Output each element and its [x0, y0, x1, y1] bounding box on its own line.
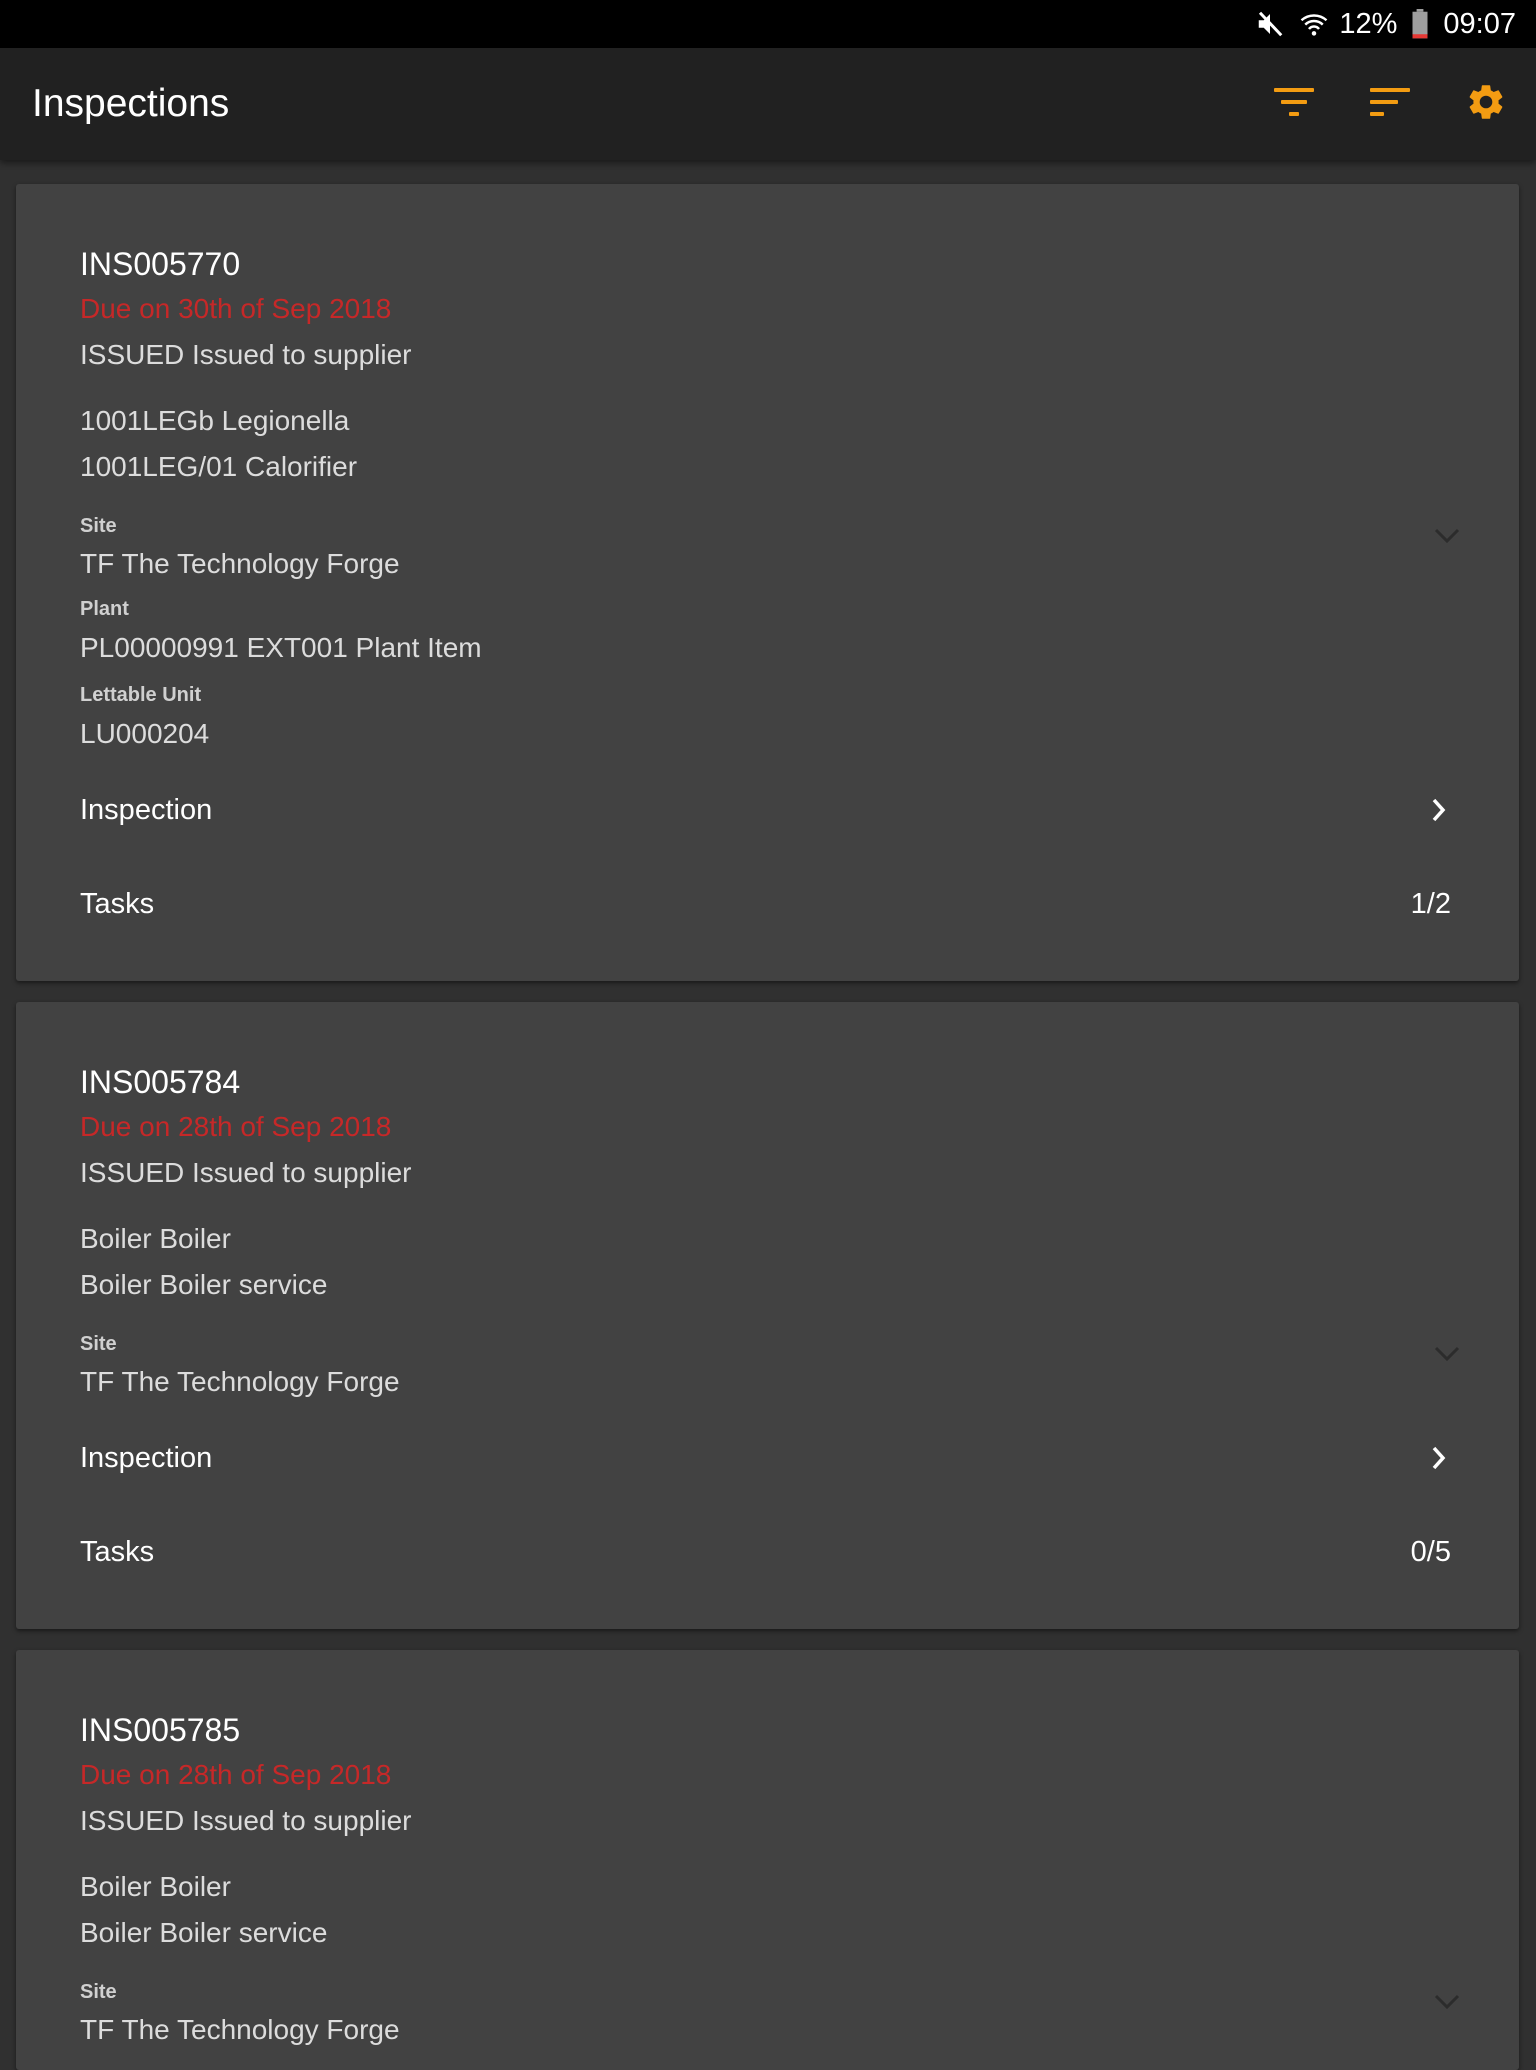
tasks-label: Tasks	[80, 1536, 155, 1568]
tasks-label: Tasks	[80, 888, 155, 920]
inspection-asset: Boiler Boiler service	[80, 1269, 328, 1300]
inspection-card[interactable]	[16, 184, 1519, 981]
chevron-down-icon	[1433, 1993, 1461, 2016]
inspection-link-label: Inspection	[80, 1442, 213, 1474]
inspection-link-label: Inspection	[80, 794, 213, 826]
inspection-type: Boiler Boiler	[80, 1223, 231, 1254]
wifi-icon	[1299, 9, 1329, 39]
site-label: Site	[80, 1981, 117, 2003]
tasks-row[interactable]	[16, 1512, 1519, 1592]
inspection-type: Boiler Boiler	[80, 1871, 231, 1902]
inspection-type: 1001LEGb Legionella	[80, 405, 350, 436]
mute-icon	[1255, 9, 1285, 39]
inspection-status: ISSUED Issued to supplier	[80, 339, 412, 370]
lettable-unit-label: Lettable Unit	[80, 684, 202, 706]
due-date: Due on 30th of Sep 2018	[80, 293, 392, 324]
inspection-status: ISSUED Issued to supplier	[80, 1157, 412, 1188]
status-bar	[0, 0, 1536, 48]
plant-label: Plant	[80, 598, 129, 620]
inspection-id: INS005785	[80, 1712, 241, 1748]
tasks-row[interactable]	[16, 864, 1519, 944]
inspection-link[interactable]	[16, 770, 1519, 850]
battery-percentage: 12%	[1339, 7, 1398, 40]
sort-button[interactable]	[1362, 76, 1418, 132]
filter-icon	[1272, 86, 1316, 123]
clock: 09:07	[1443, 7, 1516, 40]
inspection-asset: Boiler Boiler service	[80, 1917, 328, 1948]
sort-icon	[1368, 86, 1412, 123]
expand-button[interactable]	[1427, 524, 1467, 552]
expand-button[interactable]	[1427, 1990, 1467, 2018]
inspection-asset: 1001LEG/01 Calorifier	[80, 451, 358, 482]
chevron-down-icon	[1433, 1345, 1461, 1368]
site-label: Site	[80, 515, 117, 537]
chevron-right-icon	[1423, 1442, 1455, 1474]
inspection-status: ISSUED Issued to supplier	[80, 1805, 412, 1836]
inspection-link[interactable]	[16, 1418, 1519, 1498]
settings-button[interactable]	[1458, 76, 1514, 132]
site-label: Site	[80, 1333, 117, 1355]
site-value: TF The Technology Forge	[80, 1366, 400, 1397]
tasks-count: 1/2	[1410, 888, 1451, 920]
filter-button[interactable]	[1266, 76, 1322, 132]
lettable-unit-value: LU000204	[80, 718, 210, 749]
battery-icon	[1411, 9, 1429, 39]
chevron-right-icon	[1423, 794, 1455, 826]
due-date: Due on 28th of Sep 2018	[80, 1759, 392, 1790]
site-value: TF The Technology Forge	[80, 548, 400, 579]
inspection-card[interactable]	[16, 1002, 1519, 1629]
app-bar	[0, 48, 1536, 160]
expand-button[interactable]	[1427, 1342, 1467, 1370]
settings-icon	[1465, 81, 1507, 128]
plant-value: PL00000991 EXT001 Plant Item	[80, 632, 482, 663]
inspection-id: INS005770	[80, 246, 241, 282]
due-date: Due on 28th of Sep 2018	[80, 1111, 392, 1142]
page-title: Inspections	[32, 82, 230, 125]
tasks-count: 0/5	[1410, 1536, 1451, 1568]
site-value: TF The Technology Forge	[80, 2014, 400, 2045]
chevron-down-icon	[1433, 527, 1461, 550]
inspection-card[interactable]	[16, 1650, 1519, 2070]
inspection-id: INS005784	[80, 1064, 241, 1100]
